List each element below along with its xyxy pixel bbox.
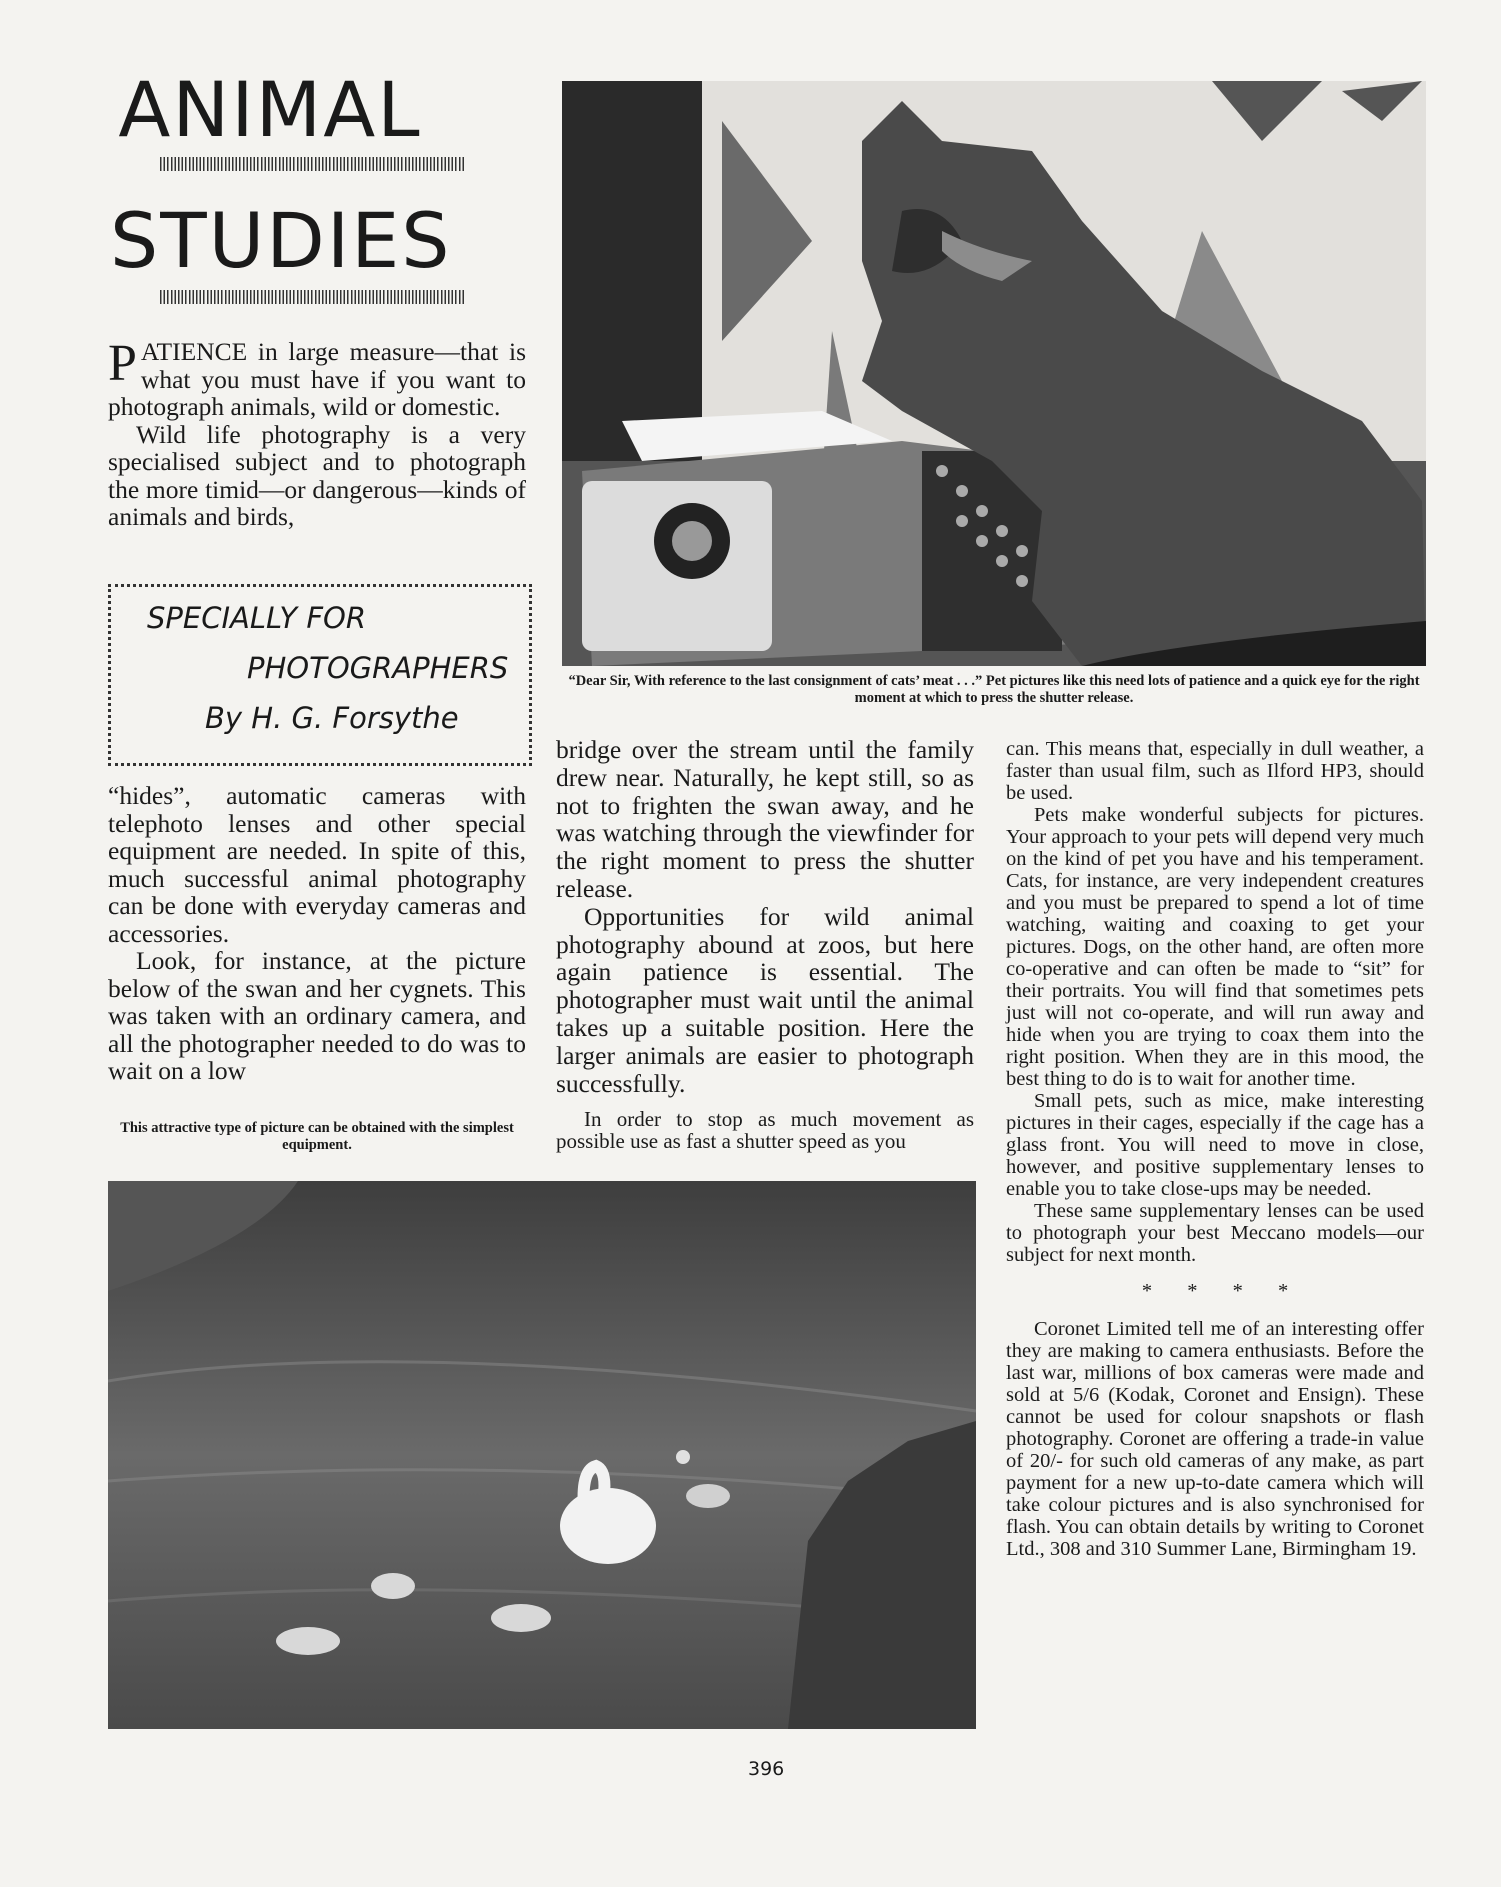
column3-paragraph-5: Coronet Limited tell me of an interesting offer they are making to camera enthusiasts. Before the last war, millions of box cameras were made and sold at 5/6 (Kodak, Coronet and Ensign). These cannot be used for colour snapshots or flash photography. Coronet are offering a trade-in value of 20/- for such old cameras of any make, as part payment for a new up-to-date camera which will take colour pictures and is also synchronised for flash. You can obtain details by writing to Coronet Ltd., 308 and 310 Summer Lane, Birmingham 19. — [1006, 1318, 1424, 1560]
title-rule-1 — [160, 157, 465, 171]
swan-cygnets-image — [108, 1181, 976, 1729]
column3 — [1006, 738, 1424, 1560]
column3-paragraph-2: Pets make wonderful subjects for pictures. Your approach to your pets will depend very much on the kind of pet you have and his temperament. Cats, for instance, are very independent creatures and you must be prepared to spend a lot of time watching, waiting and coaxing to get your pictures. Dogs, on the other hand, are often more co-operative and can often be made to “sit” for their portraits. You will find that sometimes pets just will not co-operate, and will run away and hide when you are trying to coax them into the right position. When they are in this mood, the best thing to do is to wait for another time. — [1006, 804, 1424, 1090]
column1-paragraph-3: “hides”, automatic cameras with telephoto lenses and other special equipment are needed. In spite of this, much successful animal photography can be done with everyday cameras and accessories. — [108, 781, 526, 948]
cat-caption: “Dear Sir, With reference to the last consignment of cats’ meat . . .” Pet pictures like this need lots of patience and a quick eye for the right moment at which to press the shutter release. — [568, 673, 1420, 706]
byline-photographers: PHOTOGRAPHERS — [247, 651, 509, 685]
title-studies: STUDIES — [110, 196, 452, 285]
column2-paragraph-1: bridge over the stream until the family drew near. Naturally, he kept still, so as not to frighten the swan away, and he was watching through the viewfinder for the right moment to press the shutter release. — [556, 735, 974, 903]
column1-body — [108, 782, 526, 1085]
column3-paragraph-4: These same supplementary lenses can be used to photograph your best Meccano models—our subject for next month. — [1006, 1200, 1424, 1266]
intro-text: ATIENCE in large measure—that is what you must have if you want to photograph animals, wild or domestic. — [108, 337, 526, 421]
section-separator: * * * * — [1141, 1280, 1289, 1302]
cat-typewriter-image — [562, 81, 1426, 666]
column3-paragraph-3: Small pets, such as mice, make interesting pictures in their cages, especially if the cage has a glass front. You will need to move in close, however, and positive supplementary lenses to enable you to take close-ups may be needed. — [1006, 1090, 1424, 1200]
swan-caption: This attractive type of picture can be obtained with the simplest equipment. — [120, 1120, 514, 1153]
drop-cap: P — [108, 335, 137, 392]
column3-paragraph-1: can. This means that, especially in dull weather, a faster than usual film, such as Ilford HP3, should be used. — [1006, 738, 1424, 804]
byline-box — [108, 584, 532, 766]
column2-paragraph-3: In order to stop as much movement as possible use as fast a shutter speed as you — [556, 1107, 974, 1153]
title-rule-2 — [160, 290, 465, 304]
column1-paragraph-2: Wild life photography is a very specialised subject and to photograph the more timid—or dangerous—kinds of animals and birds, — [108, 419, 526, 531]
byline-specially-for: SPECIALLY FOR — [147, 601, 366, 635]
swan-photo — [108, 1181, 976, 1729]
cat-photo — [562, 81, 1426, 666]
intro-paragraph — [108, 335, 526, 421]
column1-paragraph-4: Look, for instance, at the picture below of the swan and her cygnets. This was taken with an ordinary camera, and all the photographer needed to do was to wait on a low — [108, 946, 526, 1085]
column2-paragraph-2: Opportunities for wild animal photography abound at zoos, but here again patience is essential. The photographer must wait until the animal takes up a suitable position. Here the larger animals are easier to photograph successfully. — [556, 901, 974, 1098]
column2 — [556, 736, 974, 1097]
title-animal: ANIMAL — [118, 65, 422, 154]
column1-intro — [108, 335, 526, 531]
page-number: 396 — [748, 1758, 785, 1780]
byline-author: By H. G. Forsythe — [205, 701, 459, 735]
